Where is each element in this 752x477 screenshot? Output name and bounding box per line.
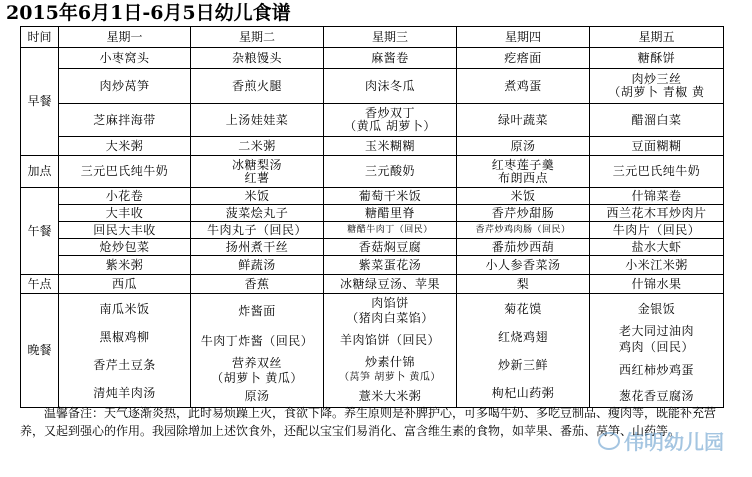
cell: 小人参香菜汤: [457, 256, 590, 275]
cell-dinner-wed: [324, 294, 457, 408]
cell-line: （胡萝卜 黄瓜）: [211, 370, 303, 385]
wechat-icon: [598, 432, 620, 450]
table-row: [21, 294, 724, 408]
cell: [457, 222, 590, 239]
cell: 三元酸奶: [324, 156, 457, 188]
cell: 紫菜蛋花汤: [324, 256, 457, 275]
cell-dinner-thu: [457, 294, 590, 408]
cell: 梨: [457, 275, 590, 294]
table-row: [21, 137, 724, 156]
table-row: [21, 239, 724, 256]
cell: 糖醋里脊: [324, 205, 457, 222]
cell: 菠菜烩丸子: [191, 205, 324, 222]
cell: 冰糖绿豆汤、苹果: [324, 275, 457, 294]
cell-line: 葱花香豆腐汤: [618, 388, 694, 403]
cell: 葡萄干米饭: [324, 188, 457, 205]
cell: 扬州煮干丝: [191, 239, 324, 256]
cell: 上汤娃娃菜: [191, 104, 324, 137]
meal-snack: 加点: [21, 156, 59, 188]
table-row: [21, 156, 724, 188]
cell: 紫米粥: [59, 256, 191, 275]
cell-multiline: [457, 156, 590, 188]
cell-line: 薏米大米粥: [358, 388, 422, 403]
cell: 什锦水果: [590, 275, 724, 294]
table-row: [21, 256, 724, 275]
cell: 西兰花木耳炒肉片: [590, 205, 724, 222]
cell: 绿叶蔬菜: [457, 104, 590, 137]
footer-note: 温馨备注：天气逐渐炎热，此时易烦躁上火，食欲下降。养生原则是补脾护心，可多喝牛奶、多吃豆制品、瘦肉等，既能补充营养，又起到强心的作用。我园除增加上述饮食外，还配以宝宝们易消化、富含维生素的食物，如苹果、番茄、莴笋、山药等。: [20, 406, 717, 438]
cell: 米饭: [457, 188, 590, 205]
cell: 大米粥: [59, 137, 191, 156]
cell-line: 炒素什锦: [364, 354, 415, 369]
cell: 盐水大虾: [590, 239, 724, 256]
cell-line: 黑椒鸡柳: [99, 329, 150, 344]
table-row: [21, 222, 724, 239]
cell: 米饭: [191, 188, 324, 205]
cell-small-text: 香芹炒鸡肉肠（回民）: [475, 225, 571, 235]
cell: 大丰收: [59, 205, 191, 222]
header-row: [21, 27, 724, 48]
header-tue: 星期二: [191, 27, 324, 48]
cell: 番茄炒西葫: [457, 239, 590, 256]
meal-afternoon: 午点: [21, 275, 59, 294]
cell-line: 炒新三鲜: [497, 357, 548, 372]
cell: 香菇焖豆腐: [324, 239, 457, 256]
cell-line: 冰糖梨汤: [231, 157, 282, 172]
menu-table: [20, 26, 724, 408]
cell-small-text: 糖醋牛肉丁（回民）: [347, 225, 433, 235]
cell: 炝炒包菜: [59, 239, 191, 256]
cell: 三元巴氏纯牛奶: [590, 156, 724, 188]
table-row: [21, 275, 724, 294]
cell-multiline: [324, 104, 457, 137]
table-row: [21, 188, 724, 205]
cell-line: （猪肉白菜馅）: [346, 310, 434, 325]
cell-line: 鸡肉（回民）: [618, 339, 694, 354]
cell: 什锦菜卷: [590, 188, 724, 205]
cell: [324, 222, 457, 239]
cell-line: 香炒双丁: [364, 106, 415, 120]
cell-line: 红薯: [244, 170, 270, 185]
watermark: [598, 426, 724, 455]
cell-line: 牛肉丁炸酱（回民）: [200, 333, 314, 348]
cell: 煮鸡蛋: [457, 69, 590, 104]
watermark-text: 伟明幼儿园: [624, 430, 724, 454]
cell-line: 营养双丝: [231, 355, 282, 370]
header-mon: 星期一: [59, 27, 191, 48]
cell: 肉沫冬瓜: [324, 69, 457, 104]
cell-line: 香芹土豆条: [93, 357, 156, 372]
meal-breakfast: 早餐: [21, 48, 59, 156]
cell-line: 枸杞山药粥: [491, 385, 555, 400]
cell-line: 羊肉馅饼（回民）: [339, 332, 440, 347]
header-wed: 星期三: [324, 27, 457, 48]
cell: 香煎火腿: [191, 69, 324, 104]
header-thu: 星期四: [457, 27, 590, 48]
cell-line: 南瓜米饭: [99, 301, 150, 316]
header-fri: 星期五: [590, 27, 724, 48]
cell-dinner-tue: [191, 294, 324, 408]
cell-multiline: [590, 69, 724, 104]
cell-line: 金银饭: [637, 301, 676, 316]
table-row: [21, 205, 724, 222]
cell: 肉炒莴笋: [59, 69, 191, 104]
cell-line: 布朗西点: [497, 170, 548, 185]
cell: 二米粥: [191, 137, 324, 156]
cell: 芝麻拌海带: [59, 104, 191, 137]
cell-line: 清炖羊肉汤: [93, 385, 156, 400]
cell: 回民大丰收: [59, 222, 191, 239]
cell-line: 原汤: [244, 388, 270, 403]
cell: 鲜蔬汤: [191, 256, 324, 275]
cell-line: 红枣莲子羹: [491, 157, 555, 172]
table-row: [21, 104, 724, 137]
cell-multiline: [191, 156, 324, 188]
cell: 小米江米粥: [590, 256, 724, 275]
cell-line: 菊花馍: [504, 301, 542, 316]
cell: 玉米糊糊: [324, 137, 457, 156]
cell: 三元巴氏纯牛奶: [59, 156, 191, 188]
cell: 豆面糊糊: [590, 137, 724, 156]
cell: 香芹炒甜肠: [457, 205, 590, 222]
cell: 小花卷: [59, 188, 191, 205]
table-row: [21, 48, 724, 69]
meal-lunch: 午餐: [21, 188, 59, 275]
cell-dinner-mon: [59, 294, 191, 408]
cell-line: 老大同过油肉: [618, 323, 694, 338]
table-row: [21, 69, 724, 104]
cell-line: 西红柿炒鸡蛋: [618, 362, 694, 377]
cell: 麻酱卷: [324, 48, 457, 69]
cell: 醋溜白菜: [590, 104, 724, 137]
page-title: 2015年6月1日-6月5日幼儿食谱: [6, 2, 291, 24]
cell-line: 红烧鸡翅: [497, 329, 548, 344]
cell-line: （黄瓜 胡萝卜）: [344, 119, 436, 133]
cell: 牛肉丸子（回民）: [191, 222, 324, 239]
cell: 牛肉片（回民）: [590, 222, 724, 239]
cell: 香蕉: [191, 275, 324, 294]
cell: 西瓜: [59, 275, 191, 294]
cell-dinner-fri: [590, 294, 724, 408]
cell-line: （莴笋 胡萝卜 黄瓜）: [339, 371, 441, 383]
meal-dinner: 晚餐: [21, 294, 59, 408]
cell: 原汤: [457, 137, 590, 156]
cell: 糖酥饼: [590, 48, 724, 69]
cell-line: 炸酱面: [238, 303, 276, 318]
cell: 杂粮馒头: [191, 48, 324, 69]
cell: 疙瘩面: [457, 48, 590, 69]
cell: 小枣窝头: [59, 48, 191, 69]
header-time: 时间: [21, 27, 59, 48]
cell-line: 肉馅饼: [371, 295, 409, 310]
cell-line: 肉炒三丝: [631, 72, 682, 86]
cell-line: （胡萝卜 青椒 黄: [608, 85, 705, 99]
